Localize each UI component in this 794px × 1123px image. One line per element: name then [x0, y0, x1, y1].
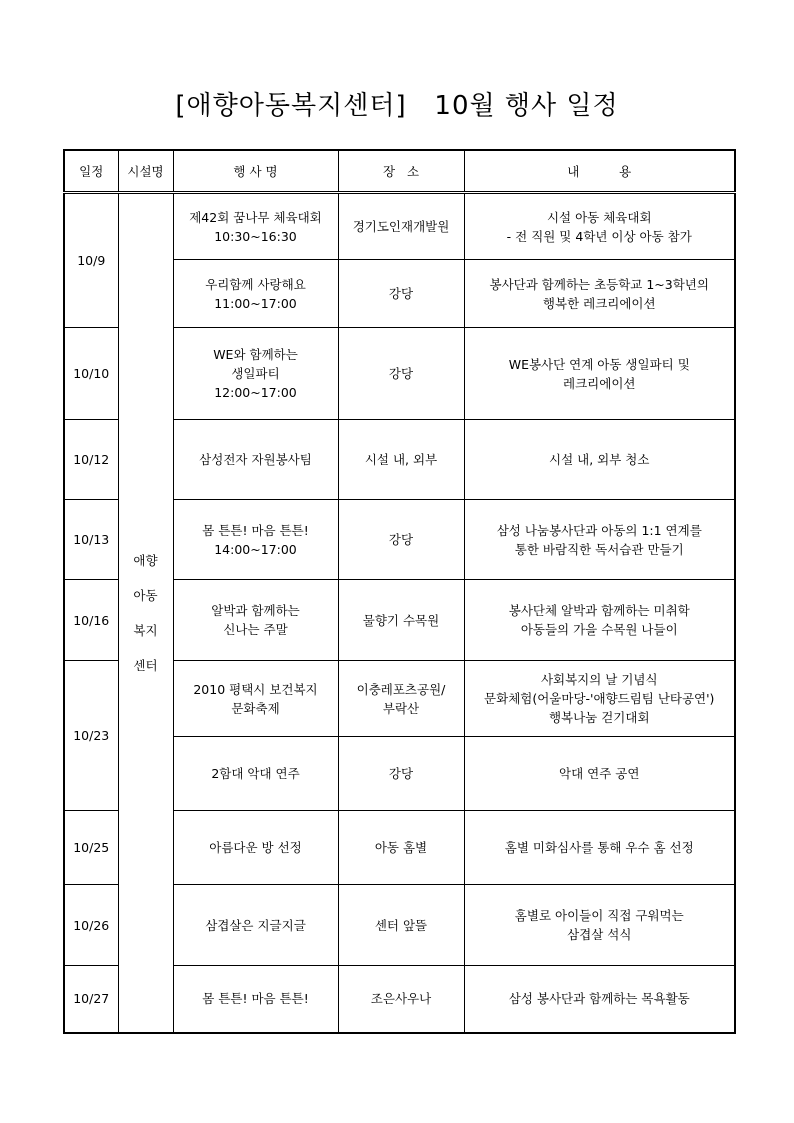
date-cell: 10/9: [64, 193, 118, 328]
table-row: [64, 193, 735, 260]
place-line: 물향기 수목원: [362, 612, 440, 628]
place-line: 경기도인재개발원: [352, 219, 450, 234]
event-name-cell: [173, 885, 338, 966]
content-line: 아동들의 가을 수목원 나들이: [520, 622, 678, 637]
event-name-cell: [173, 737, 338, 811]
header-place: 장 소: [338, 150, 464, 193]
content-line: 홈별 미화심사를 통해 우수 홈 선정: [504, 840, 694, 855]
event-name-cell: [173, 328, 338, 420]
event-name-line: 11:00~17:00: [214, 295, 297, 311]
place-line: 강당: [388, 532, 414, 547]
place-cell: [338, 661, 464, 737]
facility-cell: [118, 193, 173, 1033]
content-line: 레크리에이션: [563, 375, 636, 391]
place-cell: [338, 500, 464, 580]
content-line: 봉사단과 함께하는 초등학교 1~3학년의: [489, 276, 709, 292]
event-name-cell: [173, 193, 338, 260]
event-name-cell: [173, 580, 338, 661]
content-line: - 전 직원 및 4학년 이상 아동 참가: [506, 228, 692, 244]
place-line: 센터 앞뜰: [374, 917, 428, 933]
content-cell: [464, 193, 735, 260]
content-cell: [464, 260, 735, 328]
event-name-cell: [173, 420, 338, 500]
place-cell: [338, 966, 464, 1033]
table-body: [64, 193, 735, 1033]
place-line: 강당: [388, 766, 414, 781]
place-cell: [338, 328, 464, 420]
event-name-line: 몸 튼튼! 마음 튼튼!: [202, 522, 309, 538]
content-cell: [464, 811, 735, 885]
date-cell: 10/23: [64, 661, 118, 811]
event-name-cell: [173, 500, 338, 580]
event-name-line: 2함대 악대 연주: [211, 766, 300, 781]
content-line: 삼겹살 석식: [567, 927, 632, 942]
content-line: WE봉사단 연계 아동 생일파티 및: [508, 356, 690, 372]
date-cell: 10/26: [64, 885, 118, 966]
event-name-line: 신나는 주말: [223, 622, 288, 637]
facility-name-line: 복지: [133, 622, 158, 638]
place-cell: [338, 811, 464, 885]
place-line: 강당: [388, 366, 414, 381]
event-name-cell: [173, 260, 338, 328]
content-cell: [464, 885, 735, 966]
event-name-line: 아름다운 방 선정: [209, 840, 302, 855]
content-line: 홈별로 아이들이 직접 구워먹는: [514, 908, 684, 923]
content-cell: [464, 661, 735, 737]
content-line: 문화체험(어울마당-'애향드림팀 난타공연'): [484, 691, 715, 706]
place-cell: [338, 885, 464, 966]
content-line: 통한 바람직한 독서습관 만들기: [514, 541, 684, 557]
place-line: 강당: [388, 286, 414, 301]
event-name-line: 문화축제: [231, 700, 280, 716]
event-name-cell: [173, 966, 338, 1033]
date-cell: 10/12: [64, 420, 118, 500]
page-title: [애향아동복지센터] 10월 행사 일정: [175, 91, 619, 121]
place-line: 아동 홈별: [374, 840, 428, 855]
content-cell: [464, 966, 735, 1033]
event-name-line: 14:00~17:00: [214, 541, 297, 557]
content-cell: [464, 420, 735, 500]
date-cell: 10/13: [64, 500, 118, 580]
facility-name-line: 아동: [133, 587, 158, 603]
content-line: 삼성 나눔봉사단과 아동의 1:1 연계를: [496, 522, 702, 538]
date-cell: 10/16: [64, 580, 118, 661]
event-name-line: 12:00~17:00: [214, 385, 297, 400]
event-name-line: WE와 함께하는: [213, 347, 298, 362]
content-line: 봉사단체 알박과 함께하는 미취학: [508, 603, 690, 618]
content-cell: [464, 737, 735, 811]
event-name-line: 2010 평택시 보건복지: [193, 681, 318, 697]
header-event: 행 사 명: [173, 150, 338, 193]
place-line: 조은사우나: [370, 991, 432, 1007]
event-name-line: 삼성전자 자원봉사팀: [199, 452, 312, 467]
event-name-line: 제42회 꿈나무 체육대회: [189, 209, 322, 225]
content-line: 행복나눔 걷기대회: [548, 710, 650, 725]
facility-name-line: 애향: [133, 552, 158, 568]
place-cell: [338, 580, 464, 661]
place-line: 부락산: [382, 700, 420, 716]
table-header-row: [64, 150, 735, 193]
event-name-line: 알박과 함께하는: [211, 603, 300, 618]
header-date: 일정: [64, 150, 118, 193]
header-facility: 시설명: [118, 150, 173, 193]
event-name-line: 10:30~16:30: [214, 228, 297, 244]
place-cell: [338, 260, 464, 328]
event-name-line: 몸 튼튼! 마음 튼튼!: [202, 991, 309, 1007]
place-cell: [338, 420, 464, 500]
content-cell: [464, 328, 735, 420]
event-name-line: 생일파티: [231, 366, 280, 381]
event-name-line: 삼겹살은 지글지글: [205, 917, 306, 933]
place-line: 이충레포츠공원/: [356, 681, 446, 697]
content-line: 사회복지의 날 기념식: [540, 672, 658, 687]
event-name-cell: [173, 811, 338, 885]
content-line: 악대 연주 공연: [559, 766, 640, 781]
event-name-line: 우리함께 사랑해요: [205, 276, 306, 292]
place-cell: [338, 737, 464, 811]
event-name-cell: [173, 661, 338, 737]
content-line: 행복한 레크리에이션: [542, 295, 656, 311]
date-cell: 10/25: [64, 811, 118, 885]
content-line: 시설 내, 외부 청소: [549, 452, 650, 467]
header-content: 내 용: [464, 150, 735, 193]
content-line: 시설 아동 체육대회: [546, 209, 652, 225]
facility-name-line: 센터: [133, 657, 158, 673]
date-cell: 10/10: [64, 328, 118, 420]
place-cell: [338, 193, 464, 260]
event-schedule-table: [63, 149, 736, 1034]
date-cell: 10/27: [64, 966, 118, 1033]
content-cell: [464, 500, 735, 580]
content-cell: [464, 580, 735, 661]
content-line: 삼성 봉사단과 함께하는 목욕활동: [508, 991, 690, 1007]
place-line: 시설 내, 외부: [364, 452, 438, 467]
